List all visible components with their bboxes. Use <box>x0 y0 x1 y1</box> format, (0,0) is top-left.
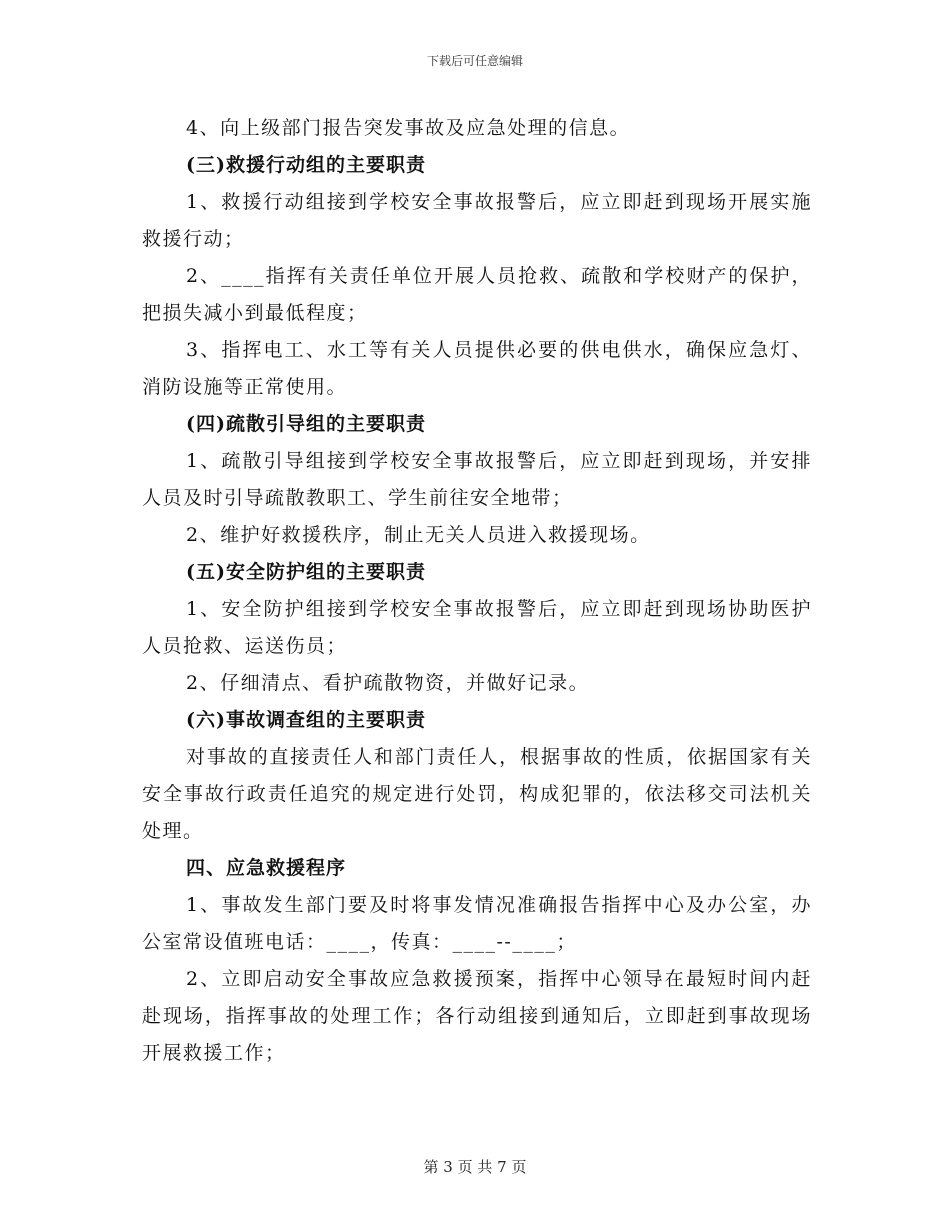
heading-protection-group: (五)安全防护组的主要职责 <box>186 561 426 583</box>
heading-emergency-procedure: 四、应急救援程序 <box>186 857 347 879</box>
paragraph-protection-2: 2、仔细清点、看护疏散物资，并做好记录。 <box>186 672 590 694</box>
paragraph-procedure-1: 1、事故发生部门要及时将事发情况准确报告指挥中心及办公室，办公室常设值班电话：____，传真：____--____； <box>142 894 812 953</box>
paragraph-procedure-2: 2、立即启动安全事故应急救援预案，指挥中心领导在最短时间内赶赴现场，指挥事故的处理工作；各行动组接到通知后，立即赶到事故现场开展救援工作； <box>142 968 812 1064</box>
paragraph-evacuation-2: 2、维护好救援秩序，制止无关人员进入救援现场。 <box>186 524 651 546</box>
paragraph-investigation: 对事故的直接责任人和部门责任人，根据事故的性质，依据国家有关安全事故行政责任追究的规定进行处罚，构成犯罪的，依法移交司法机关处理。 <box>142 746 812 842</box>
page-footer-page-number: 第 3 页 共 7 页 <box>423 1158 527 1176</box>
paragraph-rescue-3: 3、指挥电工、水工等有关人员提供必要的供电供水，确保应急灯、消防设施等正常使用。 <box>142 339 812 398</box>
paragraph-protection-1: 1、安全防护组接到学校安全事故报警后，应立即赶到现场协助医护人员抢救、运送伤员； <box>142 598 812 657</box>
page-header: 下载后可任意编辑 <box>426 54 523 68</box>
heading-investigation-group: (六)事故调查组的主要职责 <box>186 709 426 731</box>
paragraph-evacuation-1: 1、疏散引导组接到学校安全事故报警后，应立即赶到现场，并安排人员及时引导疏散教职工、学生前往安全地带； <box>142 450 812 509</box>
document-body <box>142 110 812 1072</box>
paragraph-rescue-1: 1、救援行动组接到学校安全事故报警后，应立即赶到现场开展实施救援行动； <box>142 191 812 250</box>
heading-rescue-group: (三)救援行动组的主要职责 <box>186 154 426 176</box>
paragraph-report-info: 4、向上级部门报告突发事故及应急处理的信息。 <box>186 117 631 139</box>
paragraph-rescue-2: 2、____指挥有关责任单位开展人员抢救、疏散和学校财产的保护，把损失减小到最低程度； <box>142 265 812 324</box>
heading-evacuation-group: (四)疏散引导组的主要职责 <box>186 413 426 435</box>
